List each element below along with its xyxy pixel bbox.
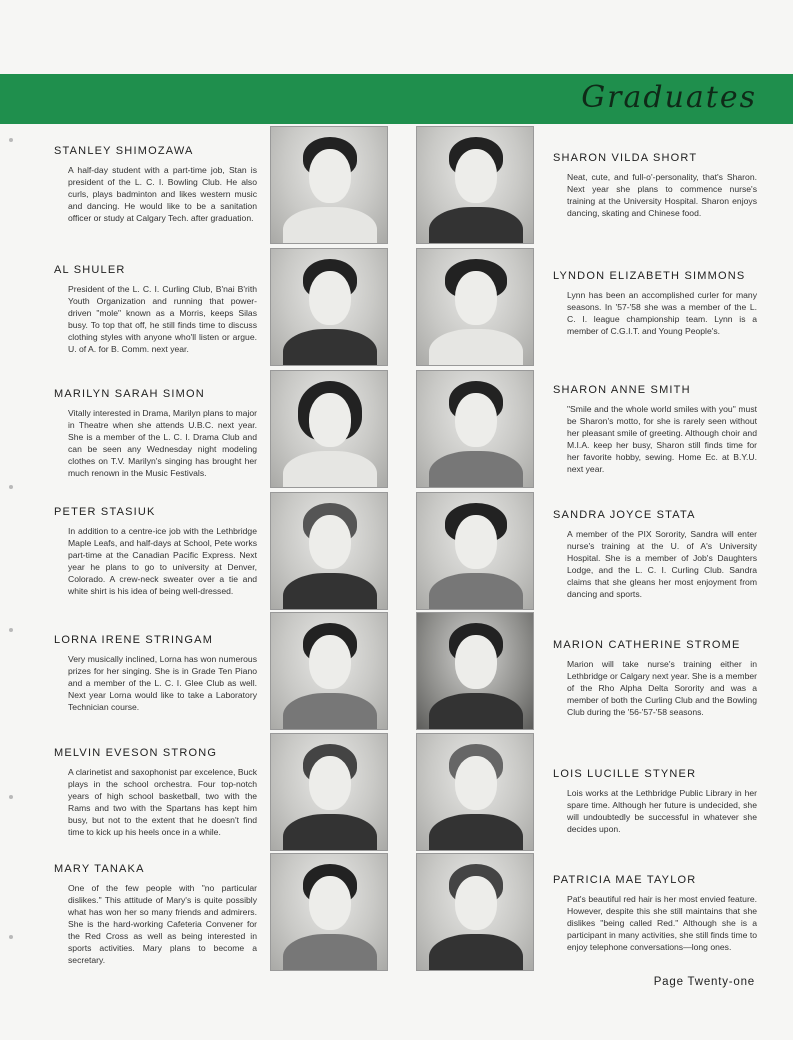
graduate-bio: Lynn has been an accomplished curler for many seasons. In '57-'58 she was a member of the L. C. I. league championship team. Lynn is a member of C.G.I.T. and Young People's. [567, 290, 757, 336]
graduate-photo [416, 248, 534, 366]
graduate-photo [270, 126, 388, 244]
page-title: Graduates [581, 80, 757, 115]
graduate-name: MARILYN SARAH SIMON [54, 388, 205, 400]
binder-hole [9, 795, 13, 799]
graduate-bio: Pat's beautiful red hair is her most envied feature. However, despite this she still maintains that she dislikes "being called Red." Although she is a participant in many activities, she still finds time to enjoy telephone conversations—long ones. [567, 894, 757, 952]
graduate-name: MARION CATHERINE STROME [553, 639, 741, 651]
graduate-entry [54, 634, 257, 713]
binder-hole [9, 485, 13, 489]
graduate-bio: A clarinetist and saxophonist par excelence, Buck plays in the school orchestra. Four top-notch years of high school basketball, two with the Rams and two with the Spartans has kept him busy, but not to the extent that he doesn't find time to kick up his heels once in a while. [68, 767, 257, 837]
graduate-photo [416, 612, 534, 730]
graduate-entry [553, 874, 757, 953]
graduate-entry [54, 388, 257, 479]
graduate-bio: One of the few people with "no particular dislikes." This attitude of Mary's is quite possibly what has won her so many friends and admirers. She is the hard-working Cafeteria Convener for the Red Cross as well as being interested in sports activities. Mary plans to become a secretary. [68, 883, 257, 965]
graduate-name: SHARON VILDA SHORT [553, 152, 698, 164]
graduate-bio: "Smile and the whole world smiles with you" must be Sharon's motto, for she is rarely seen without her pleasant smile of greeting. Although choir and M.I.A. keep her busy, Sharon still finds time for her favorite hobby, sewing. Home Ec. at B.Y.U. next year. [567, 404, 757, 474]
graduate-photo [416, 126, 534, 244]
graduate-entry [54, 863, 257, 966]
graduate-photo [416, 492, 534, 610]
binder-hole [9, 628, 13, 632]
graduate-entry [553, 384, 757, 475]
graduate-name: LYNDON ELIZABETH SIMMONS [553, 270, 746, 282]
graduate-entry [54, 264, 257, 355]
graduate-bio: A half-day student with a part-time job, Stan is president of the L. C. I. Bowling Club. He also curls, plays badminton and likes western music and dancing. He would like to be a sanitation officer or study at Calgary Tech. after graduation. [68, 165, 257, 223]
graduate-photo [270, 612, 388, 730]
graduate-bio: Vitally interested in Drama, Marilyn plans to major in Theatre when she attends U.B.C. next year. She is a member of the L. C. I. Drama Club and can be seen any Wednesday night modeling clothes on T.V. Marilyn's singing has brought her much renown in the Music Festivals. [68, 408, 257, 478]
graduate-name: SANDRA JOYCE STATA [553, 509, 696, 521]
graduate-entry [553, 639, 757, 718]
binder-hole [9, 935, 13, 939]
graduate-bio: President of the L. C. I. Curling Club, B'nai B'rith Youth Organization and running that power-driven "mole" known as a Morris, keeps Silas busy. To top that off, he still finds time to discuss clothing styles with anyone who'll listen or argue. U. of A. for B. Comm. next year. [68, 284, 257, 354]
graduate-photo [270, 248, 388, 366]
graduate-name: PETER STASIUK [54, 506, 156, 518]
graduate-entry [54, 506, 257, 597]
graduate-name: SHARON ANNE SMITH [553, 384, 691, 396]
graduate-entry [54, 145, 257, 224]
graduate-bio: Neat, cute, and full-o'-personality, that's Sharon. Next year she plans to commence nurse's training at the University Hospital. Sharon enjoys dancing, skating and Chinese food. [567, 172, 757, 218]
graduate-name: PATRICIA MAE TAYLOR [553, 874, 697, 886]
graduate-name: MARY TANAKA [54, 863, 145, 875]
graduate-photo [270, 492, 388, 610]
binder-hole [9, 138, 13, 142]
graduate-bio: In addition to a centre-ice job with the Lethbridge Maple Leafs, and half-days at School, Pete works part-time at the Canadian Pacific Express. Next year he plans to go to university at Denver, Colorado. A crew-neck sweater over a tie and white shirt is his idea of being well-dressed. [68, 526, 257, 596]
graduate-photo [416, 853, 534, 971]
graduate-bio: A member of the PIX Sorority, Sandra will enter nurse's training at the U. of A's University Hospital. She is a member of Job's Daughters Lodge, and the L. C. I. Curling Club. Sandra claims that she gleans her most enjoyment from dancing and sports. [567, 529, 757, 599]
graduate-entry [553, 152, 757, 219]
graduate-photo [270, 370, 388, 488]
graduate-bio: Lois works at the Lethbridge Public Library in her spare time. Although her future is undecided, she will undoubtedly be successful in whatever she decides upon. [567, 788, 757, 834]
graduate-photo [270, 853, 388, 971]
graduate-entry [54, 747, 257, 838]
graduate-name: LOIS LUCILLE STYNER [553, 768, 697, 780]
graduate-entry [553, 768, 757, 835]
graduate-photo [416, 370, 534, 488]
graduate-photo [416, 733, 534, 851]
graduate-entry [553, 270, 757, 337]
graduate-entry [553, 509, 757, 600]
graduate-name: MELVIN EVESON STRONG [54, 747, 218, 759]
graduate-photo [270, 733, 388, 851]
graduate-name: LORNA IRENE STRINGAM [54, 634, 214, 646]
graduate-name: STANLEY SHIMOZAWA [54, 145, 194, 157]
graduate-name: AL SHULER [54, 264, 126, 276]
page-number: Page Twenty-one [653, 976, 755, 988]
graduate-bio: Very musically inclined, Lorna has won numerous prizes for her singing. She is in Grade Ten Piano and a member of the L. C. I. Glee Club as well. Next year Lorna would like to take a Laboratory Technician course. [68, 654, 257, 712]
graduate-bio: Marion will take nurse's training either in Lethbridge or Calgary next year. She is a member of the Rho Alpha Delta Sorority and was a member of both the Curling Club and the Bowling Club during the '56-'57-'58 seasons. [567, 659, 757, 717]
